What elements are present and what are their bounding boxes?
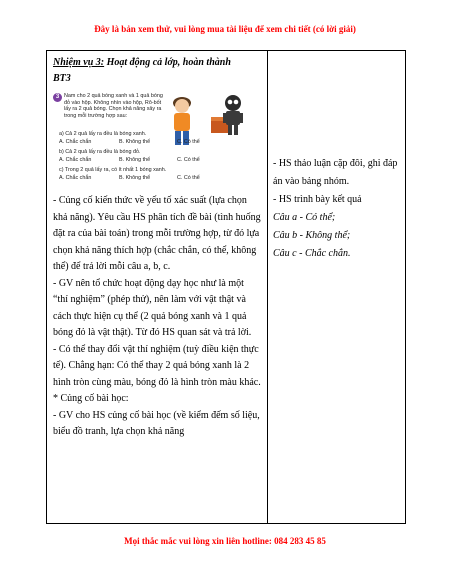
preview-notice-banner: Đây là bản xem thử, vui lòng mua tài liệu để xem chi tiết (có lời giải) bbox=[94, 24, 356, 34]
student-present: - HS trình bày kết quả bbox=[273, 194, 362, 205]
exercise-prompt: Nam cho 2 quả bóng xanh và 1 quả bóng đỏ vào hộp. Không nhìn vào hộp, Rô-bốt lấy ra 2 quả bóng. Chọn khả năng xảy ra trong mỗi trường hợp sau: bbox=[64, 93, 163, 119]
question-a: a) Cả 2 quả lấy ra đều là bóng xanh. bbox=[59, 131, 147, 137]
column-divider bbox=[267, 51, 268, 523]
student-activity-column bbox=[273, 155, 403, 263]
task-title: Hoạt động cả lớp, hoàn thành bbox=[106, 57, 231, 68]
option-c-c: C. Có thể bbox=[177, 175, 200, 181]
task-heading bbox=[53, 55, 261, 87]
task-code: BT3 bbox=[53, 73, 71, 84]
option-a-a: A. Chắc chắn bbox=[59, 139, 92, 145]
question-c: c) Trong 2 quả lấy ra, có ít nhất 1 bóng xanh. bbox=[59, 167, 167, 173]
option-b-a: A. Chắc chắn bbox=[59, 157, 92, 163]
option-b-c: C. Có thể bbox=[177, 157, 200, 163]
option-a-b: B. Không thể bbox=[119, 139, 151, 145]
paragraph-review: - GV cho HS củng cố bài học (về kiểm đếm số liệu, biểu đồ tranh, lựa chọn khả năng bbox=[53, 409, 260, 437]
answer-c: Câu c - Chắc chắn. bbox=[273, 248, 351, 259]
teacher-activity-column bbox=[53, 55, 261, 441]
option-b-b: B. Không thể bbox=[119, 157, 151, 163]
paragraph-experiment: - GV nên tổ chức hoạt động dạy học như là một “thí nghiệm” (phép thử), nên làm với vật thật và cách thực hiện cụ thể (2 quả bóng xanh và 1 quả bóng đỏ là vật thật). Từ đó HS quan sát và trả lời. bbox=[53, 277, 252, 338]
answer-b: Câu b - Không thể; bbox=[273, 230, 351, 241]
paragraph-variation: - Có thể thay đổi vật thí nghiệm (tuỳ điều kiện thực tế). Chẳng hạn: Có thể thay 2 quả bóng xanh là 2 hình tròn cùng màu, bóng đỏ là hình tròn màu khác. bbox=[53, 343, 261, 388]
lesson-table bbox=[46, 50, 406, 524]
question-b: b) Cả 2 quả lấy ra đều là bóng đỏ. bbox=[59, 149, 141, 155]
exercise-number-badge: 3 bbox=[53, 93, 62, 102]
option-a-c: C. Có thể bbox=[177, 139, 200, 145]
paragraph-knowledge: - Củng cố kiến thức về yếu tố xác suất (lựa chọn khả năng). Yêu cầu HS phân tích đề bài (tình huống đặt ra của bài toán) trong mỗi trường hợp, từ đó lựa chọn khả năng thích hợp (chắc chắn, có thể, không thể) để trả lời mỗi câu a, b, c. bbox=[53, 195, 261, 272]
answer-a: Câu a - Có thể; bbox=[273, 212, 336, 223]
exercise-figure bbox=[53, 91, 249, 187]
task-label: Nhiệm vụ 3: bbox=[53, 57, 105, 68]
hotline-banner: Mọi thắc mắc vui lòng xin liên hotline: 084 283 45 85 bbox=[124, 536, 326, 546]
option-c-b: B. Không thể bbox=[119, 175, 151, 181]
paragraph-review-heading: * Củng cố bài học: bbox=[53, 393, 129, 404]
student-discussion: - HS thảo luận cặp đôi, ghi đáp án vào bảng nhóm. bbox=[273, 158, 398, 187]
option-c-a: A. Chắc chắn bbox=[59, 175, 92, 181]
